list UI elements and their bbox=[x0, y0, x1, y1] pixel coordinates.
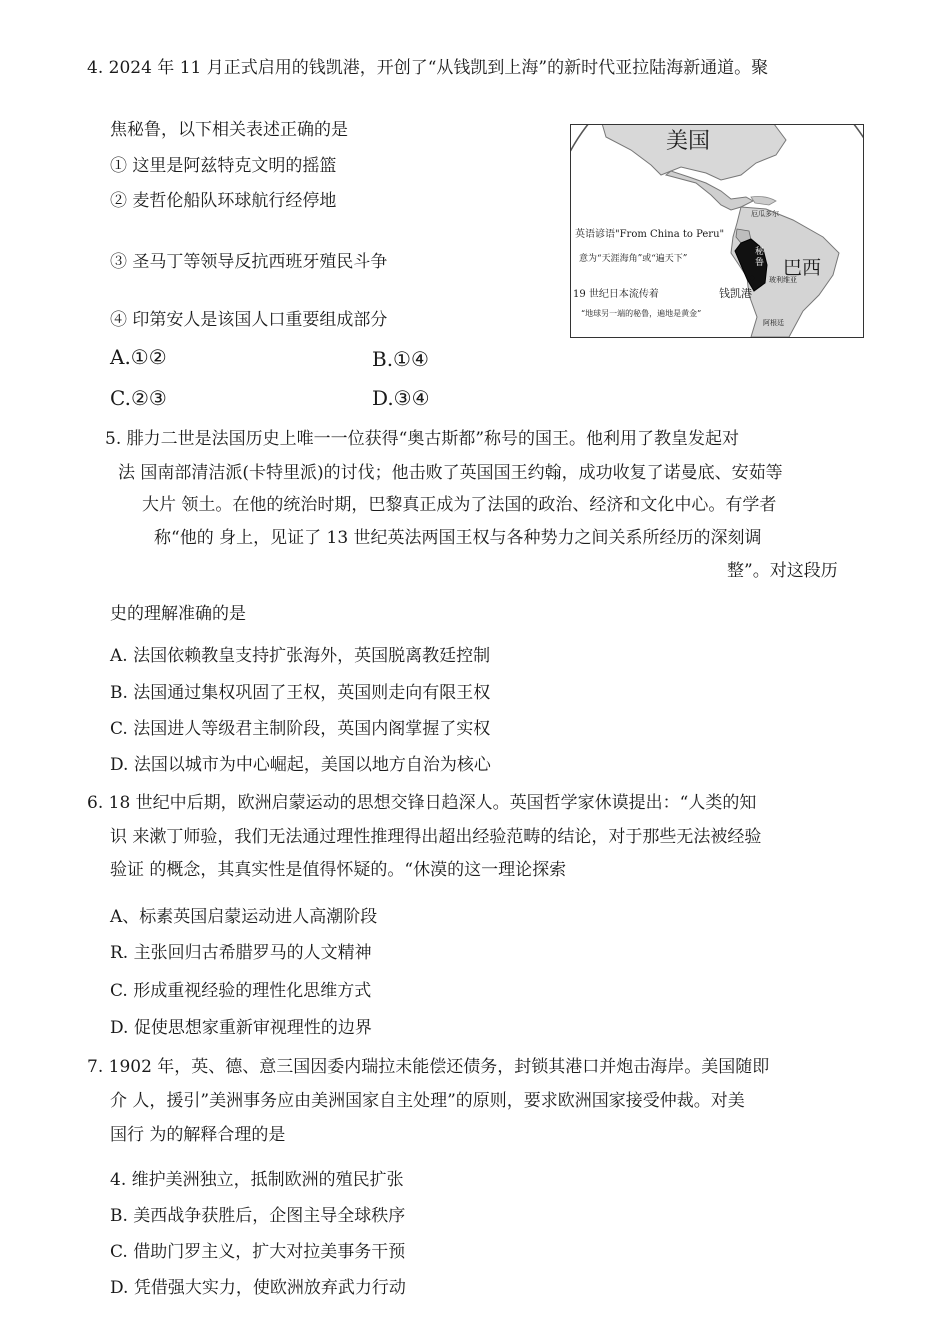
q4-option-d[interactable]: D.③④ bbox=[372, 386, 430, 410]
map-text-gold: “地球另一端的秘鲁，遍地是黄金” bbox=[581, 309, 702, 318]
q6-stem-line1: 6. 18 世纪中后期，欧洲启蒙运动的思想交锋日趋深人。英国哲学家休谟提出：“人类的知 bbox=[87, 793, 757, 813]
peru-map-figure bbox=[570, 124, 864, 338]
q6-option-a[interactable]: A、标素英国启蒙运动进人高潮阶段 bbox=[110, 907, 378, 927]
map-label-argentina: 阿根廷 bbox=[763, 319, 784, 327]
q4-item-2: ② 麦哲伦船队环球航行经停地 bbox=[110, 191, 337, 211]
q4-option-a[interactable]: A.①② bbox=[110, 345, 167, 369]
q6-stem-line3: 验证 的概念，其真实性是值得怀疑的。“休漠的这一理论探索 bbox=[110, 860, 567, 880]
q7-option-a[interactable]: 4. 维护美洲独立，抵制欧洲的殖民扩张 bbox=[110, 1170, 404, 1190]
map-label-usa: 美国 bbox=[666, 129, 711, 154]
map-label-bolivia: 玻利维亚 bbox=[769, 276, 797, 284]
q6-option-b[interactable]: R. 主张回归古希腊罗马的人文精神 bbox=[110, 943, 372, 963]
q6-stem-line2: 识 来漱丁师验，我们无法通过理性推理得出超出经验范畴的结论，对于那些无法被经验 bbox=[110, 827, 762, 847]
q5-stem-line2: 法 国南部清洁派(卡特里派)的讨伐；他击败了英国国王约翰，成功收复了诺曼底、安茹等 bbox=[118, 463, 783, 483]
map-label-ecuador: 厄瓜多尔 bbox=[751, 210, 779, 218]
q7-option-d[interactable]: D. 凭借强大实力，使欧洲放弃武力行动 bbox=[110, 1278, 406, 1298]
map-label-peru: 秘鲁 bbox=[755, 247, 765, 268]
q5-option-b[interactable]: B. 法国通过集权巩固了王权，英国则走向有限王权 bbox=[110, 683, 491, 703]
q4-item-4: ④ 印第安人是该国人口重要组成部分 bbox=[110, 310, 388, 330]
q7-stem-line3: 国行 为的解释合理的是 bbox=[110, 1125, 286, 1145]
q5-option-c[interactable]: C. 法国进人等级君主制阶段，英国内阁掌握了实权 bbox=[110, 719, 491, 739]
q5-stem-line1: 5. 腓力二世是法国历史上唯一一位获得“奥古斯都”称号的国王。他利用了教皇发起对 bbox=[105, 429, 740, 449]
q4-option-b[interactable]: B.①④ bbox=[372, 347, 429, 371]
q4-stem-line2: 焦秘鲁，以下相关表述正确的是 bbox=[110, 120, 348, 140]
q5-stem-line4: 称“他的 身上，见证了 13 世纪英法两国王权与各种势力之间关系所经历的深刻调 bbox=[154, 528, 762, 548]
map-label-port: 钱凯港 bbox=[719, 287, 752, 300]
q5-stem-line3: 大片 领土。在他的统治时期，巴黎真正成为了法国的政治、经济和文化中心。有学者 bbox=[142, 495, 777, 515]
q6-option-c[interactable]: C. 形成重视经验的理性化思维方式 bbox=[110, 981, 372, 1001]
map-text-meaning: 意为“天涯海角”或“遍天下” bbox=[579, 254, 688, 264]
q5-option-d[interactable]: D. 法国以城市为中心崛起，美国以地方自治为核心 bbox=[110, 755, 491, 775]
q4-item-1: ① 这里是阿兹特克文明的摇篮 bbox=[110, 156, 337, 176]
q4-stem-line1: 4. 2024 年 11 月正式启用的钱凯港，开创了“从钱凯到上海”的新时代亚拉陆海新通道。聚 bbox=[87, 58, 769, 78]
q7-stem-line1: 7. 1902 年，英、德、意三国因委内瑞拉未能偿还债务，封锁其港口并炮击海岸。美国随即 bbox=[87, 1057, 770, 1077]
map-text-proverb: 英语谚语"From China to Peru" bbox=[575, 229, 725, 240]
q6-option-d[interactable]: D. 促使思想家重新审视理性的边界 bbox=[110, 1018, 372, 1038]
q5-option-a[interactable]: A. 法国依赖教皇支持扩张海外，英国脱离教廷控制 bbox=[110, 646, 491, 666]
q7-option-b[interactable]: B. 美西战争获胜后，企图主导全球秩序 bbox=[110, 1206, 406, 1226]
q5-stem-line5: 整”。对这段历 bbox=[727, 561, 838, 581]
q4-option-c[interactable]: C.②③ bbox=[110, 386, 167, 410]
map-label-brazil: 巴西 bbox=[783, 257, 822, 279]
q4-item-3: ③ 圣马丁等领导反抗西班牙殖民斗争 bbox=[110, 252, 388, 272]
q5-stem-line6: 史的理解准确的是 bbox=[110, 604, 246, 624]
q7-option-c[interactable]: C. 借助门罗主义，扩大对拉美事务干预 bbox=[110, 1242, 406, 1262]
map-text-japan: 19 世纪日本流传着 bbox=[573, 289, 659, 300]
q7-stem-line2: 介 人，援引”美洲事务应由美洲国家自主处理”的原则，要求欧洲国家接受仲裁。对美 bbox=[110, 1091, 745, 1111]
